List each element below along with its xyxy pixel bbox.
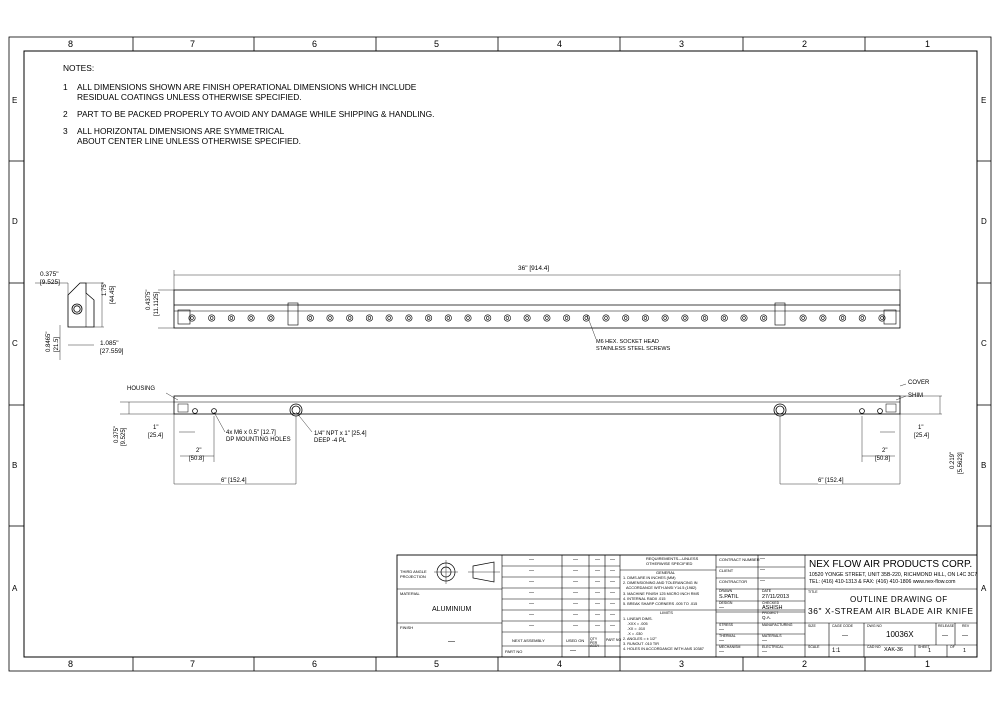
material-value: ALUMINIUM: [432, 606, 472, 613]
screw-socket: [881, 317, 884, 320]
note-3-line-2: ABOUT CENTER LINE UNLESS OTHERWISE SPECIFIED.: [77, 136, 301, 146]
rev-value: —: [962, 633, 968, 639]
requirement-item: 2. DIMENSIONING AND TOLERANCING IN: [623, 581, 698, 586]
bom-cell-dash: —: [610, 612, 615, 618]
bom-cell-dash: —: [573, 623, 578, 629]
dim-right-0219: 0.219": [950, 451, 956, 469]
requirement-item: 5. BREAK SHARP CORNERS .005 TO .015: [623, 602, 698, 606]
zone-row-b-right: B: [981, 461, 987, 470]
screw-head: [425, 315, 431, 321]
npt-note-2: DEEP -4 PL: [314, 438, 347, 444]
front-view: [158, 270, 900, 328]
screw-socket: [546, 317, 549, 320]
screw-head: [524, 315, 530, 321]
screw-socket: [664, 317, 667, 320]
screw-head: [347, 315, 353, 321]
checked-by: ASHISH: [762, 605, 783, 611]
dim-overall-length: 36" [914.4]: [518, 265, 550, 272]
screw-head: [504, 315, 510, 321]
screw-socket: [447, 317, 450, 320]
front-view-screws: [189, 315, 885, 321]
zone-row-a-left: A: [12, 584, 18, 593]
screw-socket: [329, 317, 332, 320]
bom-cell-dash: —: [573, 601, 578, 607]
mounting-holes-note-2: DP MOUNTING HOLES: [226, 437, 291, 443]
bom-cell-dash: —: [610, 568, 615, 574]
dim-left-2in: 2": [196, 448, 202, 454]
screw-head: [485, 315, 491, 321]
thermal-label: THERMAL: [719, 634, 736, 638]
dim-right-2in-mm: [50.8]: [875, 456, 891, 462]
label-shim: SHIM: [908, 393, 923, 399]
client-value: —: [760, 567, 765, 573]
screw-socket: [467, 317, 470, 320]
dim-left-2in-mm: [50.8]: [189, 456, 205, 462]
screw-head: [268, 315, 274, 321]
screw-socket: [250, 317, 253, 320]
dwg-no-label: DWG NO: [867, 624, 882, 628]
dim-left-6in: 6" [152.4]: [221, 478, 247, 484]
screw-socket: [861, 317, 864, 320]
bom-cell-dash: —: [529, 568, 534, 574]
zone-col-3-top: 3: [679, 39, 685, 49]
checked-label: CHECKED: [762, 601, 780, 605]
bom-cell-dash: —: [610, 590, 615, 596]
mechanism-value: —: [719, 649, 724, 655]
screw-socket: [230, 317, 233, 320]
screw-head: [465, 315, 471, 321]
scale-label: SCALE: [808, 645, 820, 649]
limit-item: .XX = .010: [623, 627, 646, 631]
screw-head: [642, 315, 648, 321]
screw-head: [800, 315, 806, 321]
dim-right-0219-mm: [5.5623]: [958, 452, 964, 474]
stress-value: —: [719, 627, 724, 633]
dim-side-height-mm: [44.45]: [110, 285, 116, 304]
screw-leader: [587, 315, 596, 339]
zone-col-4-bottom: 4: [557, 659, 563, 669]
screw-head: [603, 315, 609, 321]
bom-cell-dash: —: [610, 557, 615, 563]
dim-left-1in-mm: [25.4]: [148, 433, 164, 439]
bom-cell-dash: —: [573, 579, 578, 585]
next-assembly-label: NEXT ASSEMBLY: [512, 638, 545, 643]
bom-cell-dash: —: [610, 623, 615, 629]
dim-side-depth: 1.085": [100, 340, 119, 347]
bom-cell-dash: —: [595, 557, 600, 563]
note-1-line-1: ALL DIMENSIONS SHOWN ARE FINISH OPERATIONAL DIMENSIONS WHICH INCLUDE: [77, 82, 417, 92]
dim-side-width-mm: [9.525]: [40, 279, 60, 286]
zone-row-e-right: E: [981, 96, 987, 105]
zone-col-2-top: 2: [802, 39, 808, 49]
note-1-number: 1: [63, 82, 68, 92]
dim-side-height: 1.75": [102, 282, 108, 296]
screw-head: [761, 315, 767, 321]
bom-cell-dash: —: [595, 568, 600, 574]
zone-col-1-top: 1: [925, 39, 931, 49]
screw-socket: [684, 317, 687, 320]
screw-head: [820, 315, 826, 321]
dim-right-6in: 6" [152.4]: [818, 478, 844, 484]
bom-cell-dash: —: [573, 590, 578, 596]
zone-row-d-left: D: [12, 217, 18, 226]
screw-head: [859, 315, 865, 321]
materials-label: MATERIALS: [762, 634, 782, 638]
limit-item: 4. HOLES IN ACCORDANCE WITH ANS 10387: [623, 647, 704, 651]
cad-no-label: CAD NO: [867, 645, 881, 649]
note-2-number: 2: [63, 109, 68, 119]
screw-head: [544, 315, 550, 321]
screw-head: [307, 315, 313, 321]
requirement-item: 3. MACHINE FINISH 125 MICRO INCH RMS: [623, 591, 700, 596]
zone-col-2-bottom: 2: [802, 659, 808, 669]
dim-left-375-mm: [9.525]: [121, 427, 127, 446]
screw-socket: [368, 317, 371, 320]
bom-cell-dash: —: [595, 601, 600, 607]
material-label: MATERIAL: [400, 591, 420, 596]
sheet-label: SHEET: [918, 645, 930, 649]
screw-head: [839, 315, 845, 321]
date-label: DATE: [762, 589, 772, 593]
screw-head: [701, 315, 707, 321]
note-1-line-2: RESIDUAL COATINGS UNLESS OTHERWISE SPECIFIED.: [77, 92, 302, 102]
materials-value: —: [762, 638, 767, 644]
finish-value: —: [448, 638, 455, 645]
limit-item: 1. LINEAR DIMS.: [623, 617, 653, 621]
dim-side-base: 0.8465": [46, 331, 52, 352]
bom-cell-dash: —: [529, 623, 534, 629]
title-label: TITLE: [808, 590, 818, 594]
screw-head: [228, 315, 234, 321]
screw-socket: [486, 317, 489, 320]
bom-cell-dash: —: [573, 557, 578, 563]
screw-socket: [526, 317, 529, 320]
electrical-value: —: [762, 649, 767, 655]
project-label: PROJECT: [762, 611, 779, 615]
screw-socket: [210, 317, 213, 320]
limits-label: LIMITS: [660, 610, 673, 615]
screw-head: [583, 315, 589, 321]
company-address: 10520 YONGE STREET, UNIT 35B-220, RICHMOND HILL, ON L4C 3C7: [809, 572, 978, 578]
screw-head: [209, 315, 215, 321]
label-cover: COVER: [908, 380, 930, 386]
screw-head: [741, 315, 747, 321]
company-name: NEX FLOW AIR PRODUCTS CORP.: [809, 559, 973, 570]
thermal-value: —: [719, 638, 724, 644]
drawing-title-1: OUTLINE DRAWING OF: [850, 595, 948, 604]
screw-socket: [585, 317, 588, 320]
zone-col-5-bottom: 5: [434, 659, 440, 669]
release-label: RELEASE: [938, 624, 955, 628]
zone-col-5-top: 5: [434, 39, 440, 49]
screw-head: [563, 315, 569, 321]
screw-head: [623, 315, 629, 321]
dim-side-base-mm: [21.5]: [54, 336, 60, 352]
of-value: 1: [963, 648, 967, 654]
zone-col-4-top: 4: [557, 39, 563, 49]
zone-col-8-bottom: 8: [68, 659, 74, 669]
part-no-label: PART NO: [505, 649, 523, 654]
npt-note-1: 1/4" NPT x 1" [25.4]: [314, 431, 367, 437]
screw-socket: [506, 317, 509, 320]
zone-row-e-left: E: [12, 96, 18, 105]
dim-front-height: 0.4375": [146, 289, 152, 310]
zone-col-6-bottom: 6: [312, 659, 318, 669]
limit-item: .X = .030: [623, 632, 643, 636]
screw-socket: [408, 317, 411, 320]
zone-row-d-right: D: [981, 217, 987, 226]
note-3-line-1: ALL HORIZONTAL DIMENSIONS ARE SYMMETRICAL: [77, 126, 285, 136]
label-housing: HOUSING: [127, 386, 156, 392]
bom-cell-dash: —: [595, 579, 600, 585]
zone-row-b-left: B: [12, 461, 18, 470]
scale-value: 1:1: [832, 648, 841, 654]
zone-col-3-bottom: 3: [679, 659, 685, 669]
screw-socket: [723, 317, 726, 320]
size-label: SIZE: [808, 624, 816, 628]
cage-code-label: CAGE CODE: [832, 624, 854, 628]
screw-head: [386, 315, 392, 321]
cad-no-value: XAK-36: [884, 647, 903, 653]
cage-code-value: —: [842, 633, 848, 639]
manufacturing-label: MANUFACTURING: [762, 623, 793, 627]
qty-per-assy-label: QTY PER ASSY: [590, 637, 600, 648]
front-view-plugs: [178, 303, 896, 325]
requirements-title-1: REQUIREMENTS—UNLESS: [646, 556, 699, 561]
electrical-label: ELECTRICAL: [762, 645, 784, 649]
screw-socket: [822, 317, 825, 320]
screw-socket: [388, 317, 391, 320]
limit-item: 2. ANGLES = ± 1/2°: [623, 637, 657, 641]
screw-note-line-2: STAINLESS STEEL SCREWS: [596, 346, 671, 352]
date-value: 27/11/2013: [762, 594, 790, 600]
part-no-value: —: [570, 648, 576, 654]
zone-col-8-top: 8: [68, 39, 74, 49]
screw-socket: [762, 317, 765, 320]
screw-head: [248, 315, 254, 321]
screw-socket: [605, 317, 608, 320]
bom-cell-dash: —: [595, 623, 600, 629]
drawing-title-2: 36" X-STREAM AIR BLADE AIR KNIFE: [808, 606, 974, 616]
bom-cell-dash: —: [573, 612, 578, 618]
screw-head: [721, 315, 727, 321]
dim-left-375: 0.375": [114, 425, 120, 443]
screw-note-line-1: M6 HEX. SOCKET HEAD: [596, 339, 659, 345]
dim-right-1in-mm: [25.4]: [914, 433, 930, 439]
screw-head: [366, 315, 372, 321]
requirements-general: GENERAL: [656, 570, 676, 575]
bom-cell-dash: —: [529, 590, 534, 596]
zone-row-a-right: A: [981, 584, 987, 593]
bom-cell-dash: —: [595, 612, 600, 618]
zone-col-7-bottom: 7: [190, 659, 196, 669]
used-on-label: USED ON: [566, 638, 585, 643]
bom-cell-dash: —: [529, 601, 534, 607]
zone-col-6-top: 6: [312, 39, 318, 49]
contractor-value: —: [760, 578, 765, 584]
dwg-no-value: 10036X: [886, 630, 914, 639]
stress-label: STRESS: [719, 623, 734, 627]
bom-cell-dash: —: [529, 557, 534, 563]
of-label: OF: [950, 645, 955, 649]
limit-item: .XXX = .005: [623, 622, 648, 626]
screw-socket: [191, 317, 194, 320]
bom-cell-dash: —: [573, 568, 578, 574]
projection-label-2: PROJECTION: [400, 574, 426, 579]
screw-socket: [624, 317, 627, 320]
screw-socket: [270, 317, 273, 320]
screw-socket: [703, 317, 706, 320]
screw-head: [445, 315, 451, 321]
screw-head: [682, 315, 688, 321]
requirement-item: 1. DIMS ARE IN INCHES (MM): [623, 576, 676, 580]
zone-col-7-top: 7: [190, 39, 196, 49]
design-value: —: [719, 605, 724, 611]
contractor-label: CONTRACTOR: [719, 579, 748, 584]
dim-front-height-mm: [11.1125]: [154, 291, 160, 316]
zone-row-c-left: C: [12, 339, 18, 348]
bom-cell-dash: —: [610, 579, 615, 585]
screw-socket: [743, 317, 746, 320]
notes-heading: NOTES:: [63, 63, 95, 73]
contract-number-label: CONTRACT NUMBER: [719, 557, 760, 562]
drawn-label: DRAWN: [719, 589, 733, 593]
bom-cell-dash: —: [529, 579, 534, 585]
screw-head: [662, 315, 668, 321]
drawn-by: S.PATIL: [719, 594, 739, 600]
screw-head: [406, 315, 412, 321]
project-value: Q.A.: [762, 615, 772, 620]
screw-head: [327, 315, 333, 321]
dim-side-depth-mm: [27.559]: [100, 348, 124, 355]
requirement-item: ACCORDANCE WITH ANSI Y14.5 (1982): [623, 586, 697, 591]
bom-cell-dash: —: [529, 612, 534, 618]
mounting-holes-note-1: 4x M6 x 0.5" [12.7]: [226, 430, 276, 436]
company-contact: TEL: (416) 410-1313 & FAX: (416) 410-1806 www.nex-flow.com: [809, 579, 956, 585]
zone-col-1-bottom: 1: [925, 659, 931, 669]
dim-left-1in: 1": [153, 425, 159, 431]
screw-socket: [309, 317, 312, 320]
screw-socket: [427, 317, 430, 320]
screw-socket: [348, 317, 351, 320]
dim-right-1in: 1": [918, 425, 924, 431]
screw-socket: [841, 317, 844, 320]
screw-socket: [644, 317, 647, 320]
part-no-label-bom: PART NO: [606, 638, 622, 642]
screw-socket: [565, 317, 568, 320]
contract-number-value: —: [760, 556, 765, 562]
projection-label-1: THIRD ANGLE: [400, 569, 427, 574]
release-value: —: [942, 633, 948, 639]
zone-row-c-right: C: [981, 339, 987, 348]
client-label: CLIENT: [719, 568, 734, 573]
sheet-value: 1: [928, 648, 932, 654]
finish-label: FINISH: [400, 625, 414, 630]
rev-label: REV: [962, 624, 970, 628]
bom-cell-dash: —: [610, 601, 615, 607]
dim-side-width: 0.375": [40, 271, 59, 278]
design-label: DESIGN: [719, 601, 733, 605]
limit-item: 3. RUNOUT .010 TIR: [623, 642, 659, 646]
note-2-line-1: PART TO BE PACKED PROPERLY TO AVOID ANY DAMAGE WHILE SHIPPING & HANDLING.: [77, 109, 435, 119]
requirement-item: 4. INTERNAL RADII .015: [623, 596, 666, 601]
dim-right-2in: 2": [882, 448, 888, 454]
mechanism-label: MECHANISM: [719, 645, 741, 649]
third-angle-projection-icon: [434, 560, 500, 584]
note-3-number: 3: [63, 126, 68, 136]
requirements-title-2: OTHERWISE SPECIFIED: [646, 561, 693, 566]
bom-cell-dash: —: [595, 590, 600, 596]
screw-socket: [802, 317, 805, 320]
